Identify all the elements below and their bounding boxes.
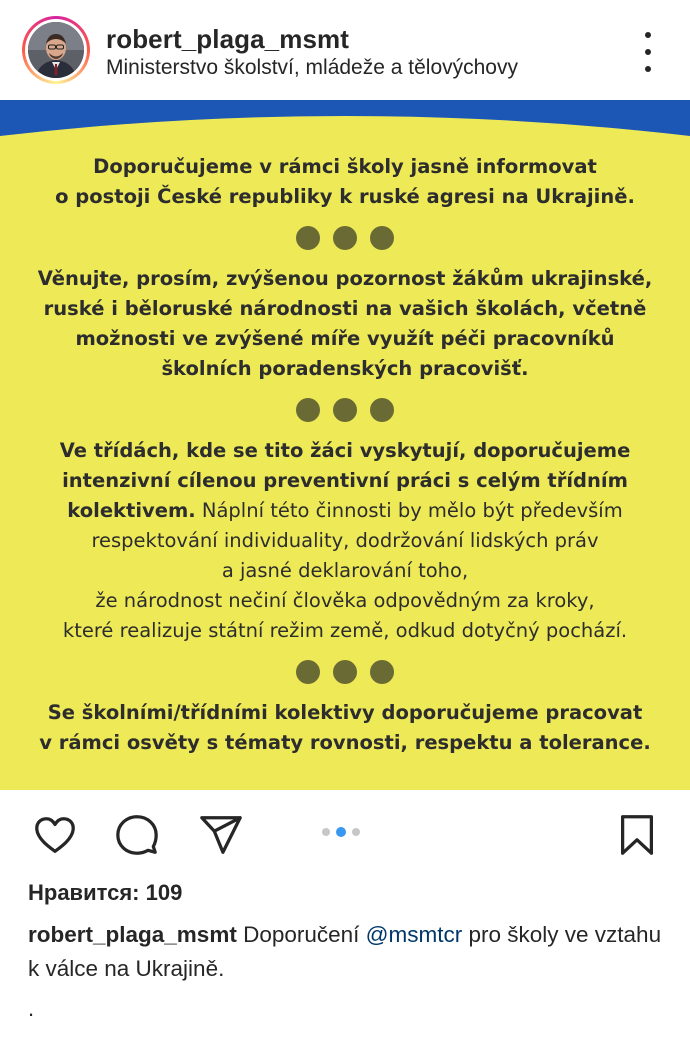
carousel-dot-active	[336, 827, 346, 837]
dots-separator	[0, 398, 690, 422]
post-paragraph-3-normal: Náplní této činnosti by mělo být především respektování individuality, dodržování lidských práv a jasné deklarování toho, že národnost nečiní člověka odpovědným za kroky, které realizuje státní režim země, odkud dotyčný pochází.	[62, 499, 628, 642]
header-username[interactable]: robert_plaga_msmt	[106, 24, 349, 54]
carousel-indicator	[322, 827, 360, 837]
profile-photo	[28, 22, 84, 78]
comment-icon[interactable]	[114, 812, 160, 858]
carousel-dot	[352, 828, 360, 836]
post-image[interactable]	[0, 100, 690, 790]
caption-text-after: pro školy ve vztahu k válce na Ukrajině.	[28, 922, 662, 981]
likes-count[interactable]: Нравится: 109	[28, 880, 183, 905]
dots-separator	[0, 226, 690, 250]
dots-separator	[0, 660, 690, 684]
header-subtitle[interactable]: Ministerstvo školství, mládeže a tělovýchovy	[106, 56, 518, 79]
send-icon[interactable]	[198, 812, 244, 858]
carousel-dot	[322, 828, 330, 836]
caption-text-before: Doporučení	[236, 922, 366, 947]
profile-photo-image	[28, 22, 84, 78]
caption-username[interactable]: robert_plaga_msmt	[28, 922, 237, 947]
bookmark-icon[interactable]	[614, 812, 660, 858]
post-paragraph-1: Doporučujeme v rámci školy jasně informovat o postoji České republiky k ruské agresi na Ukrajině.	[55, 155, 635, 208]
caption-mention-link[interactable]: @msmtcr	[365, 922, 463, 947]
post-paragraph-3-bold: Ve třídách, kde se tito žáci vyskytují, doporučujeme intenzivní cílenou preventivní práci s celým třídním kolektivem.	[59, 439, 631, 522]
post-paragraph-3	[0, 436, 690, 646]
heart-icon[interactable]	[32, 812, 78, 858]
post-text	[0, 152, 690, 758]
post-paragraph-2: Věnujte, prosím, zvýšenou pozornost žákům ukrajinské, ruské i běloruské národnosti na vašich školách, včetně možnosti ve zvýšené míře využít péči pracovníků školních poradenských pracovišť.	[37, 267, 653, 380]
post-header	[0, 0, 690, 100]
post-paragraph-4: Se školními/třídními kolektivy doporučujeme pracovat v rámci osvěty s tématy rovnosti, respektu a tolerance.	[39, 701, 651, 754]
post-caption	[28, 918, 668, 986]
blue-wave-banner	[0, 100, 690, 140]
avatar[interactable]	[22, 16, 90, 84]
caption-trailing: .	[28, 996, 35, 1021]
more-options-icon[interactable]	[632, 32, 664, 72]
